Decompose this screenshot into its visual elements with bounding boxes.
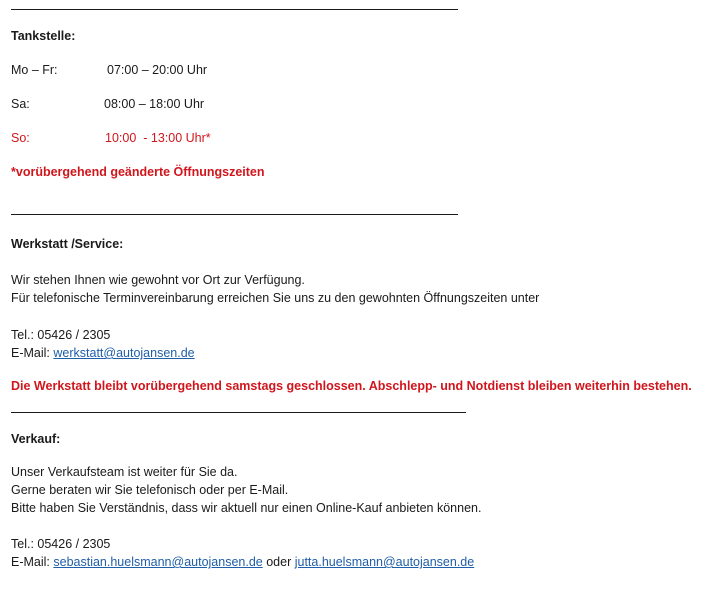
hours-time-sunday: 10:00 - 13:00 Uhr* bbox=[105, 131, 211, 145]
hours-day-saturday: Sa: bbox=[11, 97, 30, 111]
verkauf-email-label: E-Mail: bbox=[11, 555, 54, 569]
tankstelle-heading: Tankstelle: bbox=[11, 29, 76, 43]
werkstatt-email-row bbox=[11, 345, 195, 361]
tankstelle-note: *vorübergehend geänderte Öffnungszeiten bbox=[11, 165, 265, 179]
verkauf-email-row bbox=[11, 554, 474, 570]
hours-row-saturday bbox=[11, 96, 311, 112]
verkauf-text-line3: Bitte haben Sie Verständnis, dass wir aktuell nur einen Online-Kauf anbieten können. bbox=[11, 501, 482, 515]
werkstatt-phone: Tel.: 05426 / 2305 bbox=[11, 328, 111, 342]
werkstatt-email-link[interactable]: werkstatt@autojansen.de bbox=[53, 346, 195, 360]
hours-row-weekdays bbox=[11, 62, 311, 78]
hours-time-weekdays: 07:00 – 20:00 Uhr bbox=[107, 63, 208, 77]
separator-top bbox=[11, 9, 458, 10]
separator-tankstelle-werkstatt bbox=[11, 214, 458, 215]
werkstatt-notice: Die Werkstatt bleibt vorübergehend samstags geschlossen. Abschlepp- und Notdienst bleiben weiterhin bestehen. bbox=[11, 379, 692, 393]
werkstatt-email-label: E-Mail: bbox=[11, 346, 54, 360]
hours-row-sunday bbox=[11, 130, 311, 146]
verkauf-email-link-sebastian[interactable]: sebastian.huelsmann@autojansen.de bbox=[53, 555, 263, 569]
verkauf-text-line1: Unser Verkaufsteam ist weiter für Sie da. bbox=[11, 465, 238, 479]
werkstatt-heading: Werkstatt /Service: bbox=[11, 237, 124, 251]
separator-werkstatt-verkauf bbox=[11, 412, 466, 413]
verkauf-text-line2: Gerne beraten wir Sie telefonisch oder per E-Mail. bbox=[11, 483, 289, 497]
hours-day-weekdays: Mo – Fr: bbox=[11, 63, 58, 77]
verkauf-email-link-jutta[interactable]: jutta.huelsmann@autojansen.de bbox=[294, 555, 475, 569]
hours-time-saturday: 08:00 – 18:00 Uhr bbox=[104, 97, 205, 111]
werkstatt-text-line2: Für telefonische Terminvereinbarung erreichen Sie uns zu den gewohnten Öffnungszeiten unter bbox=[11, 291, 540, 305]
verkauf-heading: Verkauf: bbox=[11, 432, 61, 446]
hours-day-sunday: So: bbox=[11, 131, 30, 145]
werkstatt-text-line1: Wir stehen Ihnen wie gewohnt vor Ort zur Verfügung. bbox=[11, 273, 305, 287]
verkauf-email-connector: oder bbox=[262, 555, 295, 569]
verkauf-phone: Tel.: 05426 / 2305 bbox=[11, 537, 111, 551]
